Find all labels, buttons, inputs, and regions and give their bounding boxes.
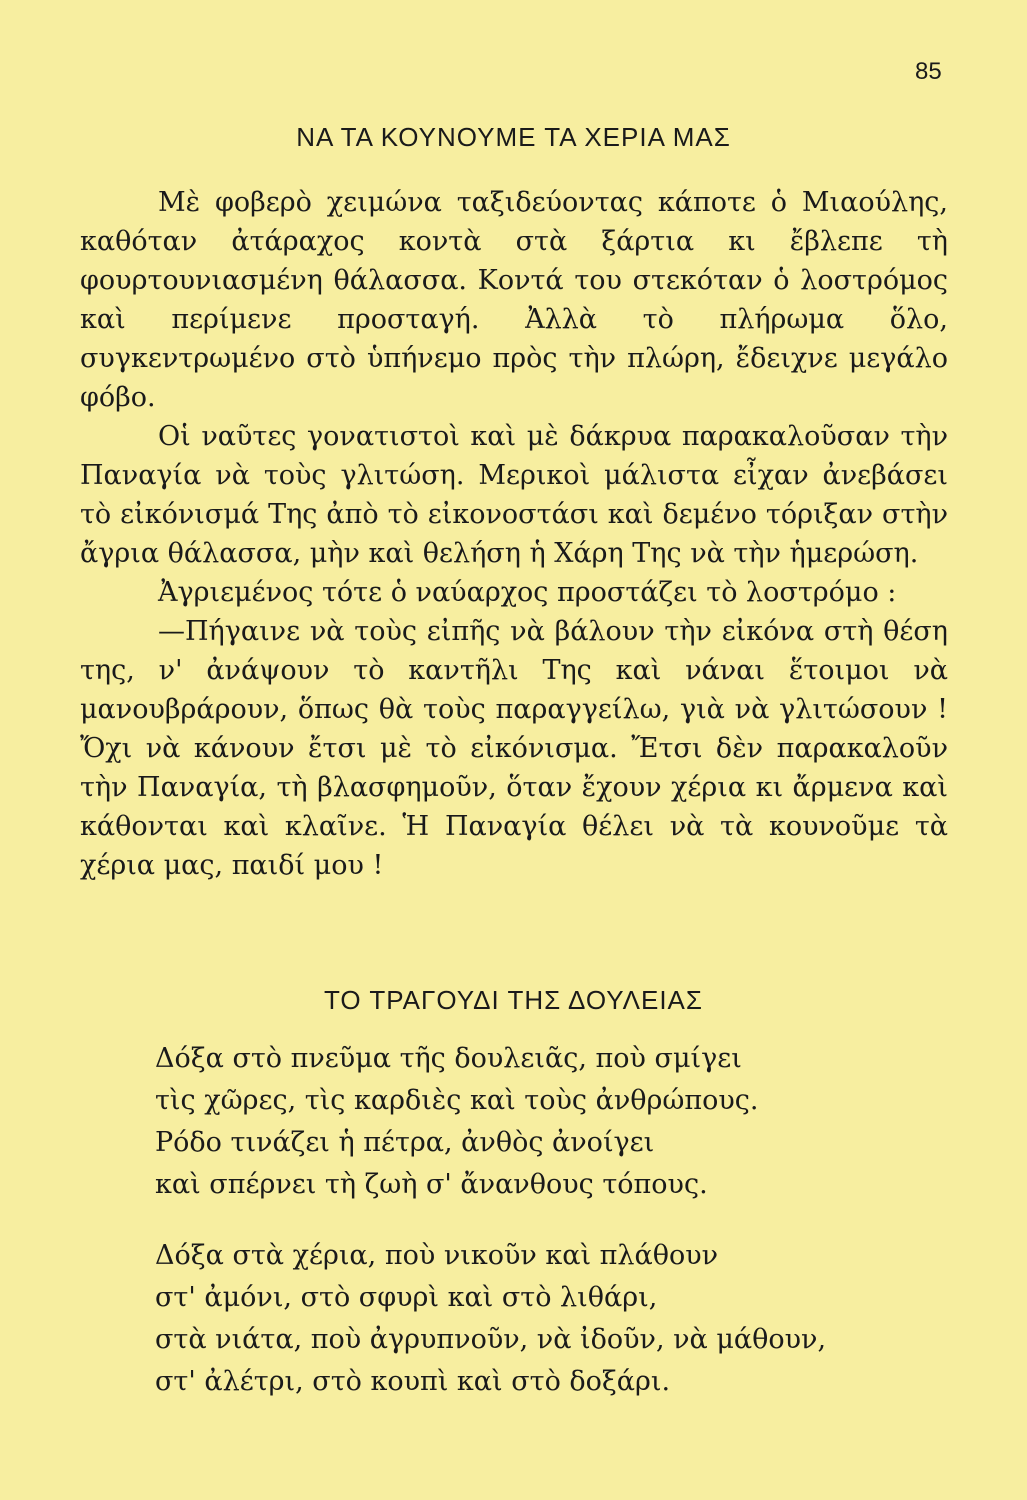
poem-stanza [155, 1235, 826, 1403]
paragraph: —Πήγαινε νὰ τοὺς εἰπῆς νὰ βάλουν τὴν εἰκόνα στὴ θέση της, ν' ἀνάψουν τὸ καντῆλι Της καὶ νάναι ἕτοιμοι νὰ μανουβράρουν, ὅπως θὰ τοὺς παραγγείλω, γιὰ νὰ γλιτώσουν ! Ὄχι νὰ κάνουν ἔτσι μὲ τὸ εἰκόνισμα. Ἔτσι δὲν παρακαλοῦν τὴν Παναγία, τὴ βλασφημοῦν, ὅταν ἔχουν χέρια κι ἄρμενα καὶ κάθονται καὶ κλαῖνε. Ἡ Παναγία θέλει νὰ τὰ κουνοῦμε τὰ χέρια μας, παιδί μου ! [80, 616, 948, 881]
section-title: ΝΑ ΤΑ ΚΟΥΝΟΥΜΕ ΤΑ ΧΕΡΙΑ ΜΑΣ [296, 122, 731, 152]
poem-line: στὰ νιάτα, ποὺ ἀγρυπνοῦν, νὰ ἰδοῦν, νὰ μάθουν, [155, 1324, 827, 1355]
poem-line: τὶς χῶρες, τὶς καρδιὲς καὶ τοὺς ἀνθρώπους. [155, 1085, 759, 1116]
poem-stanza [155, 1038, 759, 1206]
poem-line: Δόξα στὸ πνεῦμα τῆς δουλειᾶς, ποὺ σμίγει [155, 1043, 742, 1074]
poem-line: καὶ σπέρνει τὴ ζωὴ σ' ἄνανθους τόπους. [155, 1169, 708, 1200]
paragraph: Οἱ ναῦτες γονατιστοὶ καὶ μὲ δάκρυα παρακαλοῦσαν τὴν Παναγία νὰ τοὺς γλιτώση. Μερικοὶ μάλιστα εἶχαν ἀνεβάσει τὸ εἰκόνισμά Της ἀπὸ τὸ εἰκονοστάσι καὶ δεμένο τόριξαν στὴν ἄγρια θάλασσα, μὴν καὶ θελήση ἡ Χάρη Της νὰ τὴν ἡμερώση. [80, 421, 948, 569]
poem-title: ΤΟ ΤΡΑΓΟΥΔΙ ΤΗΣ ΔΟΥΛΕΙΑΣ [324, 985, 703, 1015]
poem-line: στ' ἀμόνι, στὸ σφυρὶ καὶ στὸ λιθάρι, [155, 1282, 658, 1313]
poem-line: στ' ἀλέτρι, στὸ κουπὶ καὶ στὸ δοξάρι. [155, 1366, 671, 1397]
page-number: 85 [915, 58, 942, 85]
paragraph: Μὲ φοβερὸ χειμώνα ταξιδεύοντας κάποτε ὁ Μιαούλης, καθόταν ἀτάραχος κοντὰ στὰ ξάρτια κι ἔβλεπε τὴ φουρτουνιασμένη θάλασσα. Κοντά του στεκόταν ὁ λοστρόμος καὶ περίμενε προσταγή. Ἀλλὰ τὸ πλήρωμα ὅλο, συγκεντρωμένο στὸ ὑπήνεμο πρὸς τὴν πλώρη, ἔδειχνε μεγάλο φόβο. [80, 187, 948, 413]
poem-line: Δόξα στὰ χέρια, ποὺ νικοῦν καὶ πλάθουν [155, 1240, 719, 1271]
paragraph: Ἀγριεμένος τότε ὁ ναύαρχος προστάζει τὸ λοστρόμο : [158, 577, 897, 608]
poem-line: Ρόδο τινάζει ἡ πέτρα, ἀνθὸς ἀνοίγει [155, 1127, 655, 1158]
section-body [80, 183, 948, 885]
